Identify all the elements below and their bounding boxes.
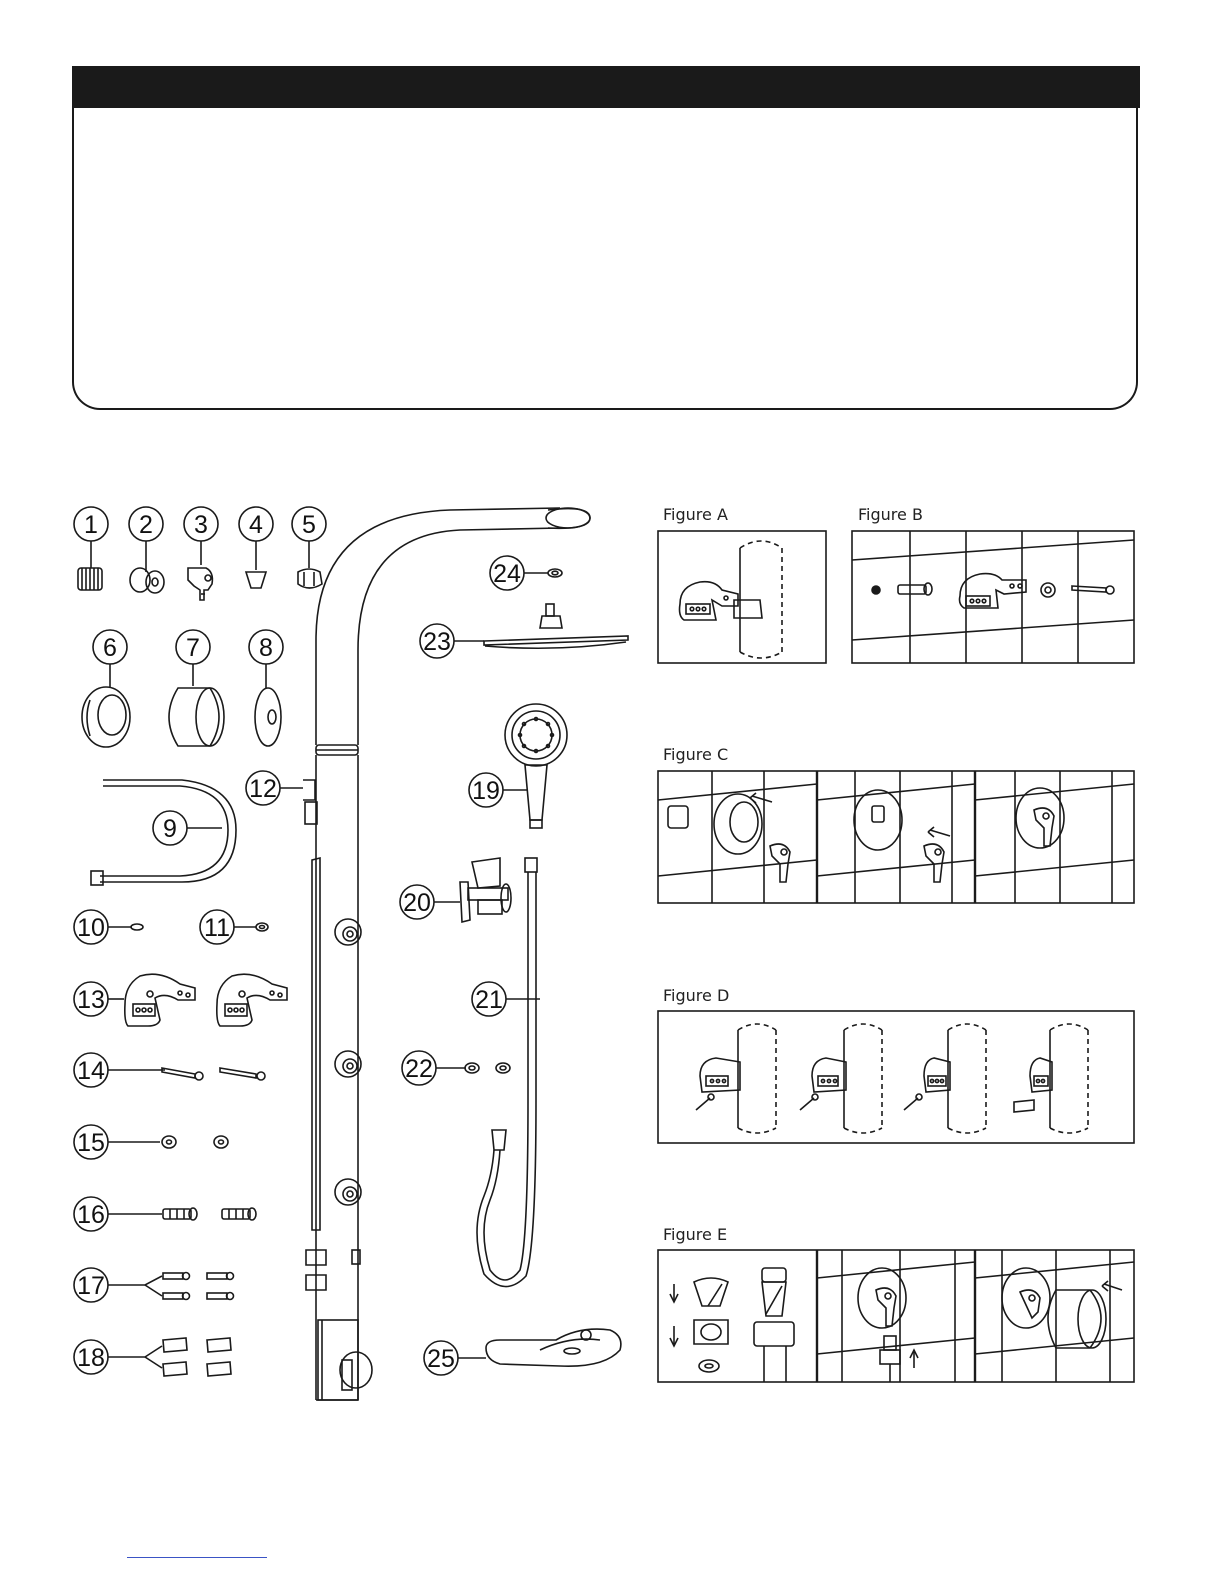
part-22-washer-drawing xyxy=(465,1063,510,1073)
part-13-bracket-drawing-2 xyxy=(217,974,287,1026)
part-7-number: 7 xyxy=(186,634,200,662)
part-13-callout xyxy=(74,982,124,1016)
part-17-number: 17 xyxy=(77,1272,105,1300)
part-12-number: 12 xyxy=(249,775,277,803)
part-10-oring-drawing xyxy=(131,924,143,930)
part-24-ring-drawing xyxy=(548,569,562,577)
footer-link-underline[interactable] xyxy=(127,1557,267,1558)
figure-d-label: Figure D xyxy=(663,986,730,1005)
part-23-callout xyxy=(420,624,484,658)
part-3-number: 3 xyxy=(194,511,208,539)
part-25-callout xyxy=(424,1341,486,1375)
part-24-callout xyxy=(490,556,548,590)
part-10-callout xyxy=(74,910,132,944)
part-20-callout xyxy=(400,885,460,919)
part-21-callout xyxy=(472,982,540,1016)
figure-a-panel xyxy=(658,531,826,663)
part-8-flange-drawing xyxy=(255,688,281,746)
figure-c-panel xyxy=(658,771,1134,903)
figure-d-stage-2 xyxy=(800,1024,882,1133)
part-20-number: 20 xyxy=(403,889,431,917)
part-15-number: 15 xyxy=(77,1129,105,1157)
soap-dish-drawing xyxy=(486,1329,621,1366)
figure-a-label: Figure A xyxy=(663,505,728,524)
part-9-callout xyxy=(153,811,222,845)
part-18-number: 18 xyxy=(77,1344,105,1372)
part-2-callout xyxy=(129,507,163,572)
hand-shower-drawing xyxy=(505,704,567,828)
part-17-callout xyxy=(74,1268,162,1302)
part-3-callout xyxy=(184,507,218,565)
part-12-callout xyxy=(246,771,303,805)
part-5-nut-drawing xyxy=(298,569,322,588)
part-2-gasket-drawing xyxy=(130,568,164,593)
part-24-number: 24 xyxy=(493,560,521,588)
part-10-number: 10 xyxy=(77,914,105,942)
part-5-callout xyxy=(292,507,326,568)
figure-e-label: Figure E xyxy=(663,1225,728,1244)
part-4-number: 4 xyxy=(249,511,263,539)
part-16-number: 16 xyxy=(77,1201,105,1229)
hand-shower-holder-drawing xyxy=(460,858,511,922)
part-1-nipple-drawing xyxy=(78,568,102,590)
figure-d-stage-1 xyxy=(696,1024,776,1133)
figure-b-panel xyxy=(852,531,1134,663)
part-1-callout xyxy=(74,507,108,568)
part-2-number: 2 xyxy=(139,511,153,539)
part-22-number: 22 xyxy=(405,1055,433,1083)
part-22-callout xyxy=(402,1051,466,1085)
part-11-callout xyxy=(200,910,256,944)
part-6-number: 6 xyxy=(103,634,117,662)
figure-d-stage-3 xyxy=(904,1024,986,1133)
part-7-cover-drawing xyxy=(169,688,224,746)
part-19-callout xyxy=(469,773,528,807)
part-6-callout xyxy=(93,630,127,688)
part-1-number: 1 xyxy=(84,511,98,539)
part-6-ring-drawing xyxy=(82,687,130,747)
part-13-number: 13 xyxy=(77,986,105,1014)
figure-d-stage-4 xyxy=(1014,1024,1088,1133)
part-13-bracket-drawing xyxy=(125,974,195,1026)
rain-showerhead-drawing xyxy=(484,604,628,648)
figure-e-panel xyxy=(658,1250,1134,1382)
part-4-cone-drawing xyxy=(246,572,266,588)
part-19-number: 19 xyxy=(472,777,500,805)
figure-b-label: Figure B xyxy=(858,505,923,524)
figure-c-label: Figure C xyxy=(663,745,729,764)
part-11-number: 11 xyxy=(204,914,230,942)
part-4-callout xyxy=(239,507,273,570)
part-21-number: 21 xyxy=(475,986,503,1014)
figure-d-panel xyxy=(658,1011,1134,1143)
part-15-washer-drawing xyxy=(162,1136,228,1148)
part-14-number: 14 xyxy=(77,1057,105,1085)
part-16-anchor-drawing xyxy=(163,1208,256,1220)
part-18-pad-drawing xyxy=(163,1338,231,1376)
part-17-screw-drawing xyxy=(163,1273,234,1300)
part-5-number: 5 xyxy=(302,511,316,539)
part-15-callout xyxy=(74,1125,160,1159)
part-8-number: 8 xyxy=(259,634,273,662)
part-14-screw-drawing xyxy=(162,1068,265,1080)
part-18-callout xyxy=(74,1340,162,1374)
part-7-callout xyxy=(176,630,210,686)
part-23-number: 23 xyxy=(423,628,451,656)
part-8-callout xyxy=(249,630,283,688)
part-11-oring-drawing xyxy=(256,923,268,931)
part-25-number: 25 xyxy=(427,1345,455,1373)
part-16-callout xyxy=(74,1197,162,1231)
part-14-callout xyxy=(74,1053,165,1087)
part-9-number: 9 xyxy=(163,815,177,843)
part-3-elbow-drawing xyxy=(188,568,212,600)
